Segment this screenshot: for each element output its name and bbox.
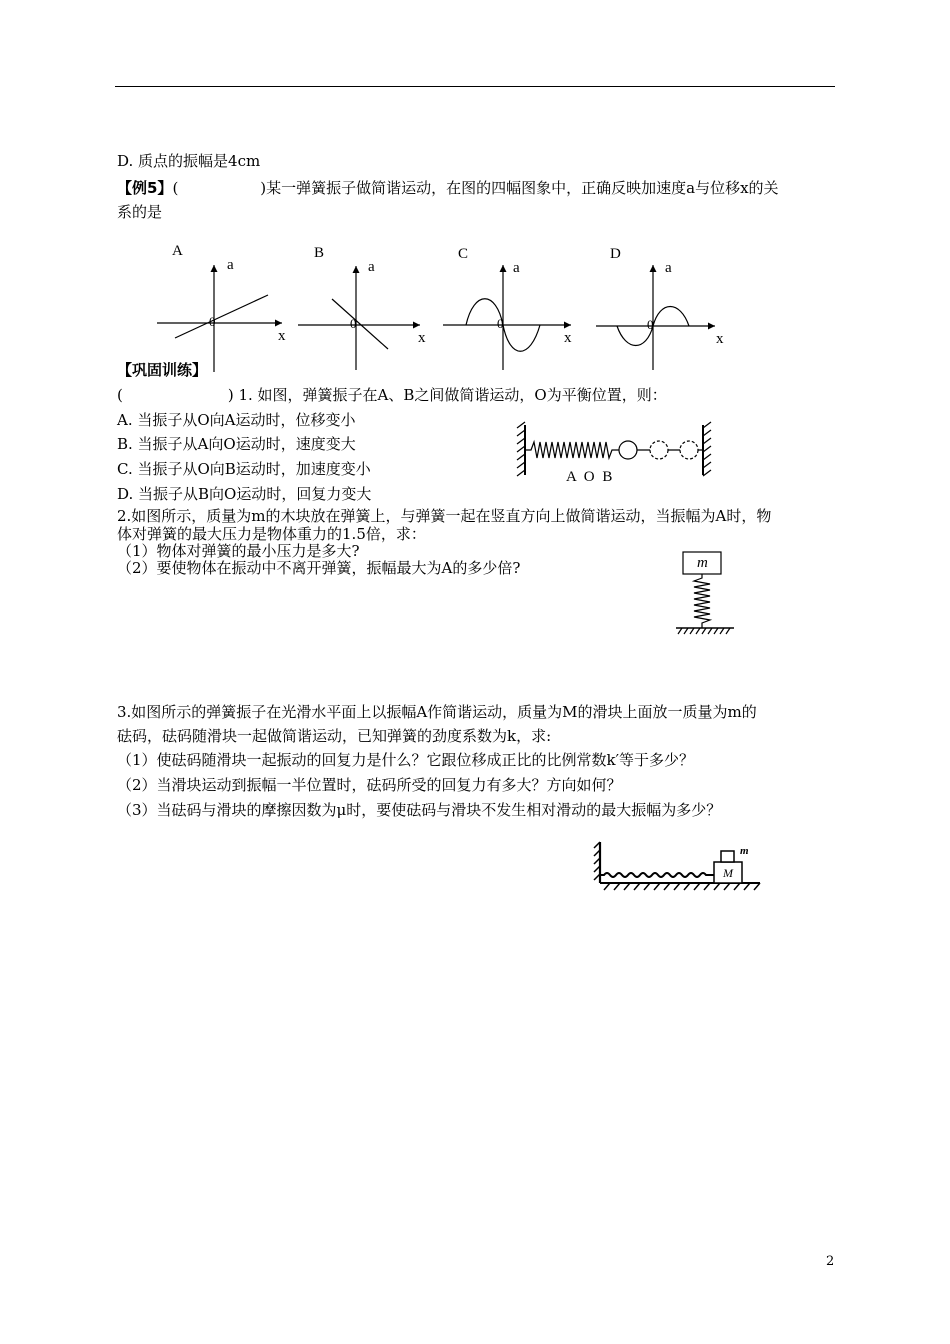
graph-label-d: D — [610, 246, 621, 262]
graph-b-axes — [298, 266, 420, 370]
graph-d-axes — [596, 265, 715, 370]
example5-line2: 系的是 — [117, 203, 163, 221]
q1-option-c: C. 当振子从O向B运动时，加速度变小 — [117, 460, 371, 478]
graph-b-curve — [332, 299, 388, 349]
q2-line2: 体对弹簧的最大压力是物体重力的1.5倍，求： — [117, 525, 426, 543]
graph-a-xlabel: x — [278, 328, 286, 344]
graph-a-axes — [157, 265, 282, 372]
graph-a — [0, 0, 950, 380]
graph-d-xlabel: x — [716, 331, 724, 347]
graph-c-axes — [443, 265, 571, 370]
q2-sub1: （1）物体对弹簧的最小压力是多大? — [117, 542, 360, 560]
graph-label-a: A — [172, 243, 183, 259]
graph-label-b: B — [314, 245, 325, 261]
q3-sub3: （3）当砝码与滑块的摩擦因数为μ时，要使砝码与滑块不发生相对滑动的最大振幅为多少？ — [117, 801, 722, 819]
graph-b-ylabel: a — [368, 259, 375, 275]
q3-line2: 砝码，砝码随滑块一起做简谐运动，已知弹簧的劲度系数为k，求: — [117, 727, 552, 745]
q1-fig-labels: A O B — [566, 469, 615, 485]
example5-tag: 【例5】 — [117, 179, 173, 197]
q3-fig-M: M — [723, 866, 733, 880]
graph-a-origin: 0 — [209, 314, 216, 329]
graph-label-c: C — [458, 246, 469, 262]
prev-option-d: D. 质点的振幅是4cm — [117, 152, 261, 170]
example5-paren: ( — [172, 179, 179, 197]
q3-sub1: （1）使砝码随滑块一起振动的回复力是什么？它跟位移成正比的比例常数k′等于多少？ — [117, 751, 695, 769]
graph-c-xlabel: x — [564, 330, 572, 346]
graph-a-curve — [175, 295, 268, 338]
example5-text: )某一弹簧振子做简谐运动，在图的四幅图象中，正确反映加速度a与位移x的关 — [260, 179, 779, 197]
q1-spring-figure — [515, 420, 715, 480]
q3-fig-m: m — [740, 845, 749, 857]
graph-b-origin: 0 — [350, 316, 357, 331]
q3-sub2: （2）当滑块运动到振幅一半位置时，砝码所受的回复力有多大？方向如何？ — [117, 776, 622, 794]
graph-d-ylabel: a — [665, 260, 672, 276]
q2-fig-mass: m — [697, 555, 708, 571]
graph-d-origin: 0 — [647, 317, 654, 332]
graph-c-origin: 0 — [497, 316, 504, 331]
graph-b-xlabel: x — [418, 330, 426, 346]
q1-option-b: B. 当振子从A向O运动时，速度变大 — [117, 435, 356, 453]
graph-c-ylabel: a — [513, 260, 520, 276]
q1-stem: ( ) 1. 如图，弹簧振子在A、B之间做简谐运动，O为平衡位置，则： — [117, 386, 667, 404]
practice-heading: 【巩固训练】 — [117, 361, 208, 379]
graph-a-ylabel: a — [227, 257, 234, 273]
q1-option-d: D. 当振子从B向O运动时，回复力变大 — [117, 485, 372, 503]
q3-line1: 3.如图所示的弹簧振子在光滑水平面上以振幅A作简谐运动，质量为M的滑块上面放一质量为m的 — [117, 703, 757, 721]
q2-line1: 2.如图所示，质量为m的木块放在弹簧上，与弹簧一起在竖直方向上做简谐运动，当振幅为A时，物 — [117, 507, 772, 525]
q1-option-a: A. 当振子从O向A运动时，位移变小 — [117, 411, 356, 429]
q2-sub2: （2）要使物体在振动中不离开弹簧，振幅最大为A的多少倍? — [117, 559, 521, 577]
page-number: 2 — [826, 1254, 835, 1269]
